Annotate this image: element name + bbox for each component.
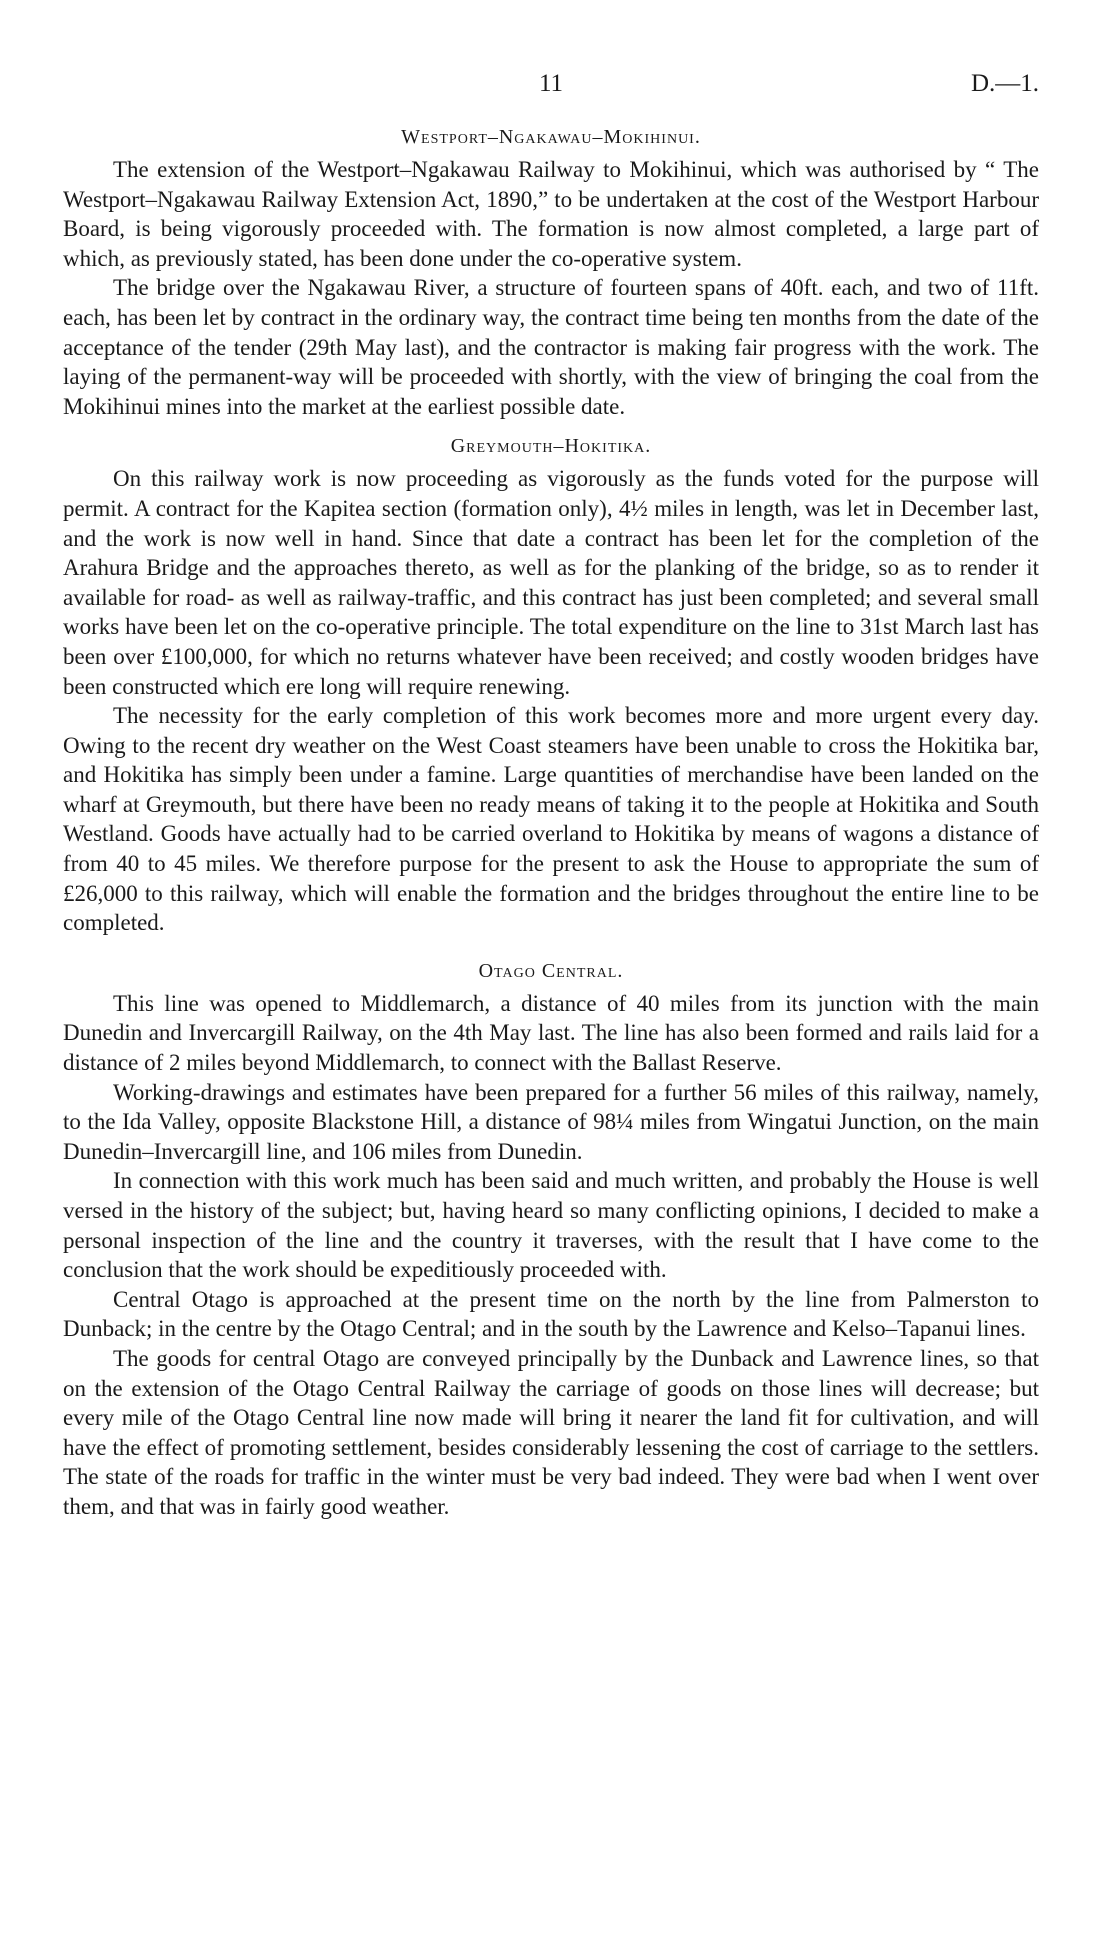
page-header [63, 70, 1039, 114]
paragraph: Central Otago is approached at the present time on the north by the line from Palmerston to Dunback; in the centre by the Otago Central; and in the south by the Lawrence and Kelso–Tapanui lines. [63, 1286, 1039, 1342]
page-number: 11 [538, 70, 564, 97]
section-otago-central [63, 960, 1039, 1522]
paragraph: The bridge over the Ngakawau River, a structure of fourteen spans of 40ft. each, and two of 11ft. each, has been let by contract in the ordinary way, the contract time being ten months from the date of the acceptance of the tender (29th May last), and the contractor is making fair progress with the work. The laying of the permanent-way will be proceeded with shortly, with the view of bringing the coal from the Mokihinui mines into the market at the earliest possible date. [63, 275, 1039, 419]
document-page [63, 70, 1039, 1522]
paragraph: Working-drawings and estimates have been prepared for a further 56 miles of this railway, namely, to the Ida Valley, opposite Blackstone Hill, a distance of 98¼ miles from Wingatui Junction, on the main Dunedin–Invercargill line, and 106 miles from Dunedin. [63, 1079, 1039, 1164]
paragraph: This line was opened to Middlemarch, a distance of 40 miles from its junction with the main Dunedin and Invercargill Railway, on the 4th May last. The line has also been formed and rails laid for a distance of 2 miles beyond Middlemarch, to connect with the Ballast Reserve. [63, 990, 1039, 1076]
section-heading-greymouth: Greymouth–Hokitika. [450, 435, 652, 458]
document-reference: D.—1. [970, 70, 1039, 97]
section-greymouth [63, 435, 1039, 938]
paragraph: In connection with this work much has been said and much written, and probably the House is well versed in the history of the subject; but, having heard so many conflicting opinions, I decided to make a personal inspection of the line and the country it traverses, with the result that I have come to the conclusion that the work should be expeditiously proceeded with. [63, 1168, 1039, 1283]
section-westport [63, 126, 1039, 421]
section-heading-westport: Westport–Ngakawau–Mokihinui. [401, 126, 701, 148]
paragraph: The goods for central Otago are conveyed principally by the Dunback and Lawrence lines, so that on the extension of the Otago Central Railway the carriage of goods on those lines will decrease; but every mile of the Otago Central line now made will bring it nearer the land fit for cultivation, and will have the effect of promoting settlement, besides considerably lessening the cost of carriage to the settlers. The state of the roads for traffic in the winter must be very bad indeed. They were bad when I went over them, and that was in fairly good weather. [63, 1345, 1039, 1519]
paragraph: The necessity for the early completion of this work becomes more and more urgent every day. Owing to the recent dry weather on the West Coast steamers have been unable to cross the Hokitika bar, and Hokitika has simply been under a famine. Large quantities of merchandise have been landed on the wharf at Greymouth, but there have been no ready means of taking it to the people at Hokitika and South Westland. Goods have actually had to be carried overland to Hokitika by means of wagons a distance of from 40 to 45 miles. We therefore purpose for the present to ask the House to appropriate the sum of £26,000 to this railway, which will enable the formation and the bridges throughout the entire line to be completed. [63, 703, 1039, 936]
paragraph: The extension of the Westport–Ngakawau Railway to Mokihinui, which was authorised by “ The Westport–Ngakawau Railway Extension Act, 1890,” to be undertaken at the cost of the Westport Harbour Board, is being vigorously proceeded with. The formation is now almost completed, a large part of which, as previously stated, has been done under the co-operative system. [63, 157, 1039, 271]
section-heading-otago-central: Otago Central. [478, 959, 624, 982]
paragraph: On this railway work is now proceeding as vigorously as the funds voted for the purpose will permit. A contract for the Kapitea section (formation only), 4½ miles in length, was let in December last, and the work is now well in hand. Since that date a contract has been let for the completion of the Arahura Bridge and the approaches thereto, as well as for the planking of the bridge, so as to render it available for road- as well as railway-traffic, and this contract has just been completed; and several small works have been let on the co-operative principle. The total expenditure on the line to 31st March last has been over £100,000, for which no returns whatever have been received; and costly wooden bridges have been constructed which ere long will require renewing. [63, 466, 1039, 699]
